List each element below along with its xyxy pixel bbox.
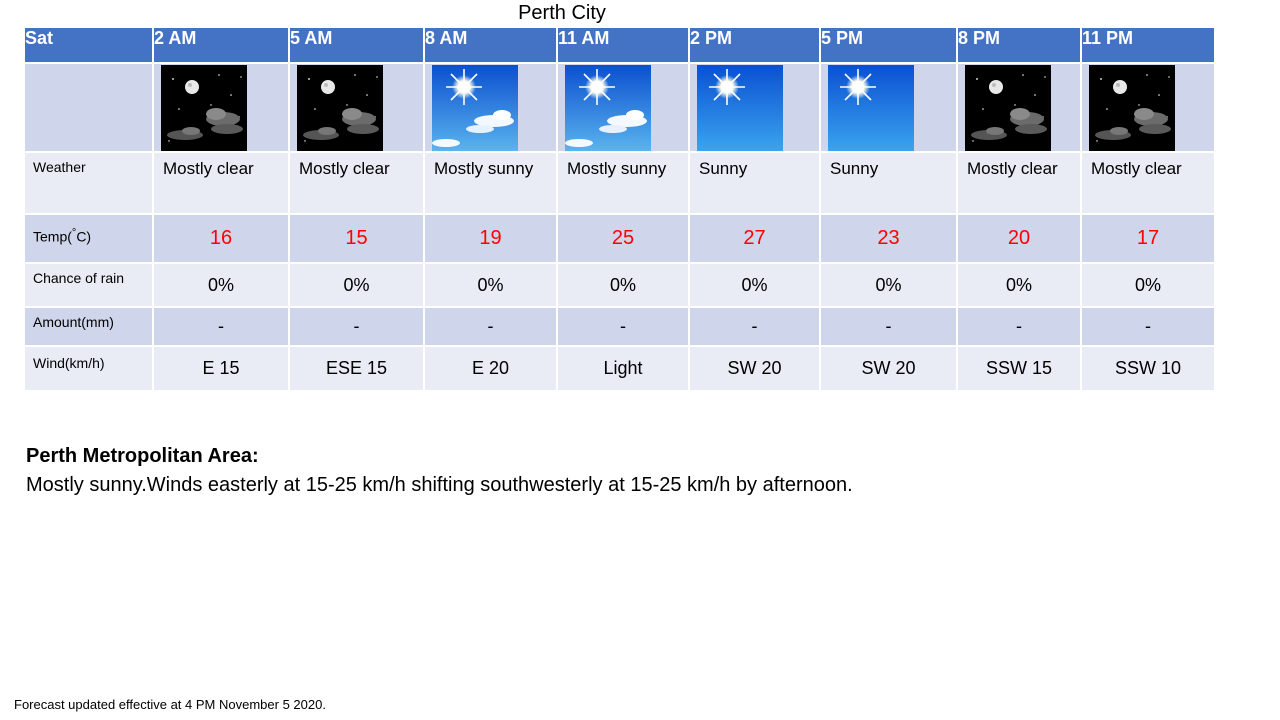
icon-cell [689,63,820,152]
icon-cell [820,63,957,152]
time-header: 11 PM [1081,27,1215,63]
header-row [24,27,1215,63]
temperature-cell: 19 [424,214,557,263]
rain-amount-cell: - [957,307,1081,346]
time-header: 5 AM [289,27,424,63]
icon-row [24,63,1215,152]
rain-amount-label: Amount(mm) [24,307,153,346]
weather-cell: Mostly clear [957,152,1081,214]
rain-chance-cell: 0% [820,263,957,307]
temperature-row [24,214,1215,263]
icon-cell [153,63,289,152]
rain-chance-label: Chance of rain [24,263,153,307]
icon-row-label [24,63,153,152]
time-header: 5 PM [820,27,957,63]
rain-amount-cell: - [424,307,557,346]
wind-row [24,346,1215,391]
temperature-cell: 20 [957,214,1081,263]
rain-amount-cell: - [689,307,820,346]
time-header: 11 AM [557,27,689,63]
weather-cell: Sunny [689,152,820,214]
wind-cell: ESE 15 [289,346,424,391]
icon-cell [289,63,424,152]
weather-cell: Sunny [820,152,957,214]
night-clear-icon [161,65,247,151]
wind-cell: E 15 [153,346,289,391]
wind-cell: SSW 10 [1081,346,1215,391]
rain-chance-cell: 0% [289,263,424,307]
icon-cell [557,63,689,152]
forecast-table [23,26,1216,392]
rain-chance-row [24,263,1215,307]
weather-label: Weather [24,152,153,214]
rain-chance-cell: 0% [557,263,689,307]
weather-row [24,152,1215,214]
rain-amount-cell: - [289,307,424,346]
time-header: 8 AM [424,27,557,63]
sunny-icon [828,65,914,151]
wind-label: Wind(km/h) [24,346,153,391]
page-title: Perth City [518,2,606,24]
rain-chance-cell: 0% [153,263,289,307]
temperature-cell: 23 [820,214,957,263]
sunny-icon [697,65,783,151]
wind-cell: SW 20 [689,346,820,391]
rain-amount-cell: - [1081,307,1215,346]
temperature-label: Temp(°C) [24,214,153,263]
wind-cell: E 20 [424,346,557,391]
temperature-cell: 16 [153,214,289,263]
wind-cell: Light [557,346,689,391]
weather-cell: Mostly sunny [557,152,689,214]
rain-chance-cell: 0% [424,263,557,307]
night-clear-icon [1089,65,1175,151]
night-clear-icon [297,65,383,151]
icon-cell [1081,63,1215,152]
temperature-cell: 17 [1081,214,1215,263]
rain-chance-cell: 0% [1081,263,1215,307]
icon-cell [424,63,557,152]
temperature-cell: 15 [289,214,424,263]
forecast-summary [26,442,853,500]
rain-amount-cell: - [557,307,689,346]
temperature-cell: 25 [557,214,689,263]
rain-amount-row [24,307,1215,346]
temperature-cell: 27 [689,214,820,263]
mostly-sunny-icon [432,65,518,151]
forecast-updated-note: Forecast updated effective at 4 PM November 5 2020. [14,697,326,712]
wind-cell: SSW 15 [957,346,1081,391]
icon-cell [957,63,1081,152]
rain-chance-cell: 0% [689,263,820,307]
weather-cell: Mostly clear [289,152,424,214]
summary-area-title: Perth Metropolitan Area: [26,445,259,467]
weather-cell: Mostly sunny [424,152,557,214]
day-label: Sat [24,27,153,63]
rain-chance-cell: 0% [957,263,1081,307]
rain-amount-cell: - [820,307,957,346]
rain-amount-cell: - [153,307,289,346]
summary-text: Mostly sunny.Winds easterly at 15-25 km/h shifting southwesterly at 15-25 km/h by afternoon. [26,474,853,496]
time-header: 8 PM [957,27,1081,63]
time-header: 2 PM [689,27,820,63]
weather-cell: Mostly clear [1081,152,1215,214]
mostly-sunny-icon [565,65,651,151]
night-clear-icon [965,65,1051,151]
time-header: 2 AM [153,27,289,63]
wind-cell: SW 20 [820,346,957,391]
weather-cell: Mostly clear [153,152,289,214]
